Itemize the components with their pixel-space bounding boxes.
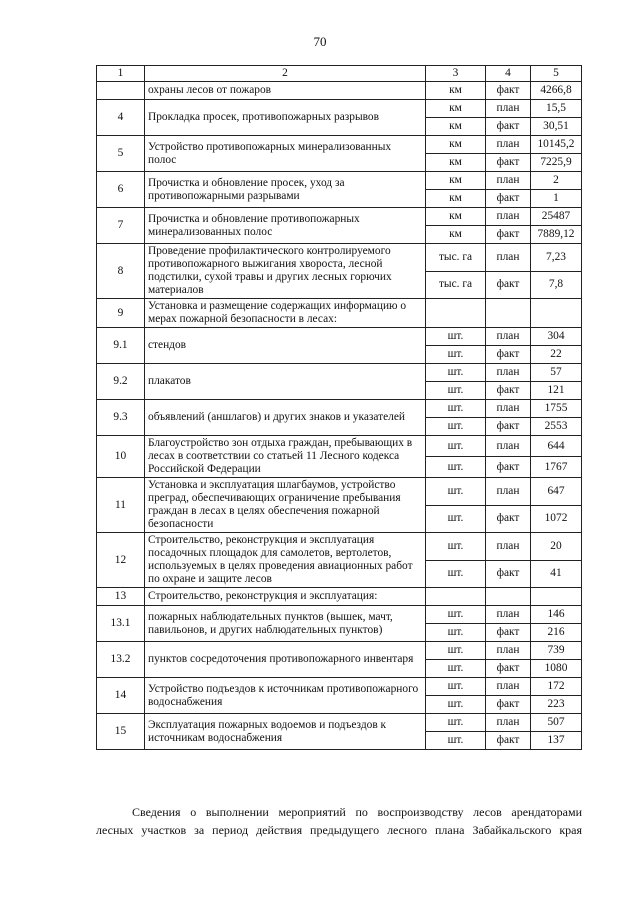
row-description: Установка и размещение содержащих информацию о мерах пожарной безопасности в лесах: <box>145 299 426 328</box>
unit-cell: км <box>426 154 486 172</box>
type-cell: план <box>486 533 531 561</box>
table-row <box>97 678 582 696</box>
type-cell <box>486 588 531 606</box>
value-cell: 1080 <box>531 660 582 678</box>
value-cell: 739 <box>531 642 582 660</box>
table-row <box>97 172 582 190</box>
row-number: 5 <box>97 136 145 172</box>
row-description: плакатов <box>145 364 426 400</box>
table-row <box>97 82 582 100</box>
table-row <box>97 100 582 118</box>
row-description: Прочистка и обновление противопожарных минерализованных полос <box>145 208 426 244</box>
unit-cell: шт. <box>426 732 486 750</box>
header-cell: 2 <box>145 66 426 82</box>
value-cell: 30,51 <box>531 118 582 136</box>
page-number: 70 <box>313 34 327 49</box>
value-cell: 7,8 <box>531 271 582 299</box>
unit-cell: шт. <box>426 642 486 660</box>
unit-cell: шт. <box>426 436 486 457</box>
row-number: 12 <box>97 533 145 588</box>
value-cell: 146 <box>531 606 582 624</box>
type-cell: факт <box>486 660 531 678</box>
row-description: пунктов сосредоточения противопожарного инвентаря <box>145 642 426 678</box>
value-cell: 121 <box>531 382 582 400</box>
type-cell: план <box>486 364 531 382</box>
value-cell: 2553 <box>531 418 582 436</box>
row-description: Строительство, реконструкция и эксплуатация: <box>145 588 426 606</box>
type-cell: план <box>486 328 531 346</box>
row-description: Эксплуатация пожарных водоемов и подъездов к источникам водоснабжения <box>145 714 426 750</box>
type-cell: факт <box>486 271 531 299</box>
row-description: Прокладка просек, противопожарных разрывов <box>145 100 426 136</box>
row-description: стендов <box>145 328 426 364</box>
unit-cell: шт. <box>426 478 486 506</box>
unit-cell: км <box>426 82 486 100</box>
value-cell: 1767 <box>531 457 582 478</box>
unit-cell: шт. <box>426 418 486 436</box>
header-cell: 1 <box>97 66 145 82</box>
table-row <box>97 533 582 561</box>
type-cell: план <box>486 606 531 624</box>
value-cell: 57 <box>531 364 582 382</box>
value-cell: 1755 <box>531 400 582 418</box>
value-cell: 216 <box>531 624 582 642</box>
footer-text <box>96 803 582 839</box>
value-cell: 2 <box>531 172 582 190</box>
unit-cell: тыс. га <box>426 271 486 299</box>
unit-cell: шт. <box>426 696 486 714</box>
value-cell: 644 <box>531 436 582 457</box>
table-row <box>97 588 582 606</box>
type-cell: факт <box>486 418 531 436</box>
value-cell: 7225,9 <box>531 154 582 172</box>
unit-cell: шт. <box>426 714 486 732</box>
unit-cell: шт. <box>426 606 486 624</box>
row-number: 9.3 <box>97 400 145 436</box>
table-row <box>97 436 582 457</box>
type-cell: факт <box>486 505 531 533</box>
value-cell: 507 <box>531 714 582 732</box>
unit-cell: шт. <box>426 505 486 533</box>
value-cell: 20 <box>531 533 582 561</box>
value-cell: 1 <box>531 190 582 208</box>
unit-cell: шт. <box>426 400 486 418</box>
row-description: Прочистка и обновление просек, уход за противопожарными разрывами <box>145 172 426 208</box>
type-cell: факт <box>486 82 531 100</box>
row-description: объявлений (аншлагов) и других знаков и указателей <box>145 400 426 436</box>
table-header-row <box>97 66 582 82</box>
row-number: 11 <box>97 478 145 533</box>
row-description: охраны лесов от пожаров <box>145 82 426 100</box>
type-cell: факт <box>486 624 531 642</box>
row-description: Устройство противопожарных минерализованных полос <box>145 136 426 172</box>
row-number: 13.2 <box>97 642 145 678</box>
type-cell: факт <box>486 382 531 400</box>
type-cell: факт <box>486 560 531 588</box>
header-cell: 5 <box>531 66 582 82</box>
value-cell: 304 <box>531 328 582 346</box>
unit-cell: шт. <box>426 346 486 364</box>
activities-table <box>96 65 582 750</box>
type-cell: план <box>486 478 531 506</box>
type-cell: план <box>486 436 531 457</box>
unit-cell: шт. <box>426 457 486 478</box>
value-cell: 22 <box>531 346 582 364</box>
unit-cell <box>426 588 486 606</box>
value-cell <box>531 299 582 328</box>
type-cell: факт <box>486 226 531 244</box>
type-cell: факт <box>486 154 531 172</box>
table-row <box>97 328 582 346</box>
unit-cell: шт. <box>426 560 486 588</box>
type-cell: факт <box>486 190 531 208</box>
row-description: Установка и эксплуатация шлагбаумов, устройство преград, обеспечивающих ограничение пребывания граждан в лесах в целях обеспечения пожарной безопасности <box>145 478 426 533</box>
type-cell: план <box>486 136 531 154</box>
type-cell: факт <box>486 118 531 136</box>
row-number <box>97 82 145 100</box>
row-number: 4 <box>97 100 145 136</box>
type-cell: факт <box>486 732 531 750</box>
unit-cell: шт. <box>426 382 486 400</box>
unit-cell: км <box>426 118 486 136</box>
value-cell: 25487 <box>531 208 582 226</box>
row-number: 13 <box>97 588 145 606</box>
table-row <box>97 136 582 154</box>
value-cell: 223 <box>531 696 582 714</box>
value-cell: 7889,12 <box>531 226 582 244</box>
unit-cell: км <box>426 190 486 208</box>
row-number: 7 <box>97 208 145 244</box>
row-number: 8 <box>97 244 145 299</box>
value-cell: 172 <box>531 678 582 696</box>
header-cell: 4 <box>486 66 531 82</box>
unit-cell: км <box>426 172 486 190</box>
type-cell: план <box>486 678 531 696</box>
row-number: 10 <box>97 436 145 478</box>
unit-cell: шт. <box>426 533 486 561</box>
type-cell: план <box>486 714 531 732</box>
row-description: Благоустройство зон отдыха граждан, пребывающих в лесах в соответствии со статьей 11 Лесного кодекса Российской Федерации <box>145 436 426 478</box>
row-number: 6 <box>97 172 145 208</box>
type-cell: план <box>486 642 531 660</box>
footer-line: Сведения о выполнении мероприятий по воспроизводству лесов арендаторами <box>132 805 582 819</box>
row-number: 14 <box>97 678 145 714</box>
unit-cell: шт. <box>426 660 486 678</box>
type-cell <box>486 299 531 328</box>
header-cell: 3 <box>426 66 486 82</box>
unit-cell: шт. <box>426 624 486 642</box>
table-row <box>97 208 582 226</box>
table-row <box>97 642 582 660</box>
value-cell: 15,5 <box>531 100 582 118</box>
unit-cell: шт. <box>426 364 486 382</box>
table-row <box>97 606 582 624</box>
value-cell: 137 <box>531 732 582 750</box>
type-cell: план <box>486 208 531 226</box>
table-row <box>97 244 582 272</box>
type-cell: план <box>486 400 531 418</box>
value-cell: 4266,8 <box>531 82 582 100</box>
row-number: 15 <box>97 714 145 750</box>
row-number: 13.1 <box>97 606 145 642</box>
unit-cell: шт. <box>426 328 486 346</box>
row-description: Строительство, реконструкция и эксплуатация посадочных площадок для самолетов, вертолетов, используемых в целях проведения авиационных работ по охране и защите лесов <box>145 533 426 588</box>
table-row <box>97 478 582 506</box>
row-description: Проведение профилактического контролируемого противопожарного выжигания хвороста, лесной подстилки, сухой травы и других лесных горючих материалов <box>145 244 426 299</box>
unit-cell: км <box>426 136 486 154</box>
table-row <box>97 400 582 418</box>
table-row <box>97 714 582 732</box>
row-description: пожарных наблюдательных пунктов (вышек, мачт, павильонов, и других наблюдательных пунктов) <box>145 606 426 642</box>
type-cell: факт <box>486 457 531 478</box>
unit-cell: шт. <box>426 678 486 696</box>
type-cell: факт <box>486 346 531 364</box>
value-cell: 10145,2 <box>531 136 582 154</box>
value-cell: 1072 <box>531 505 582 533</box>
row-number: 9.1 <box>97 328 145 364</box>
unit-cell: км <box>426 100 486 118</box>
value-cell <box>531 588 582 606</box>
type-cell: факт <box>486 696 531 714</box>
row-number: 9 <box>97 299 145 328</box>
value-cell: 41 <box>531 560 582 588</box>
type-cell: план <box>486 100 531 118</box>
table-row <box>97 299 582 328</box>
type-cell: план <box>486 244 531 272</box>
unit-cell: км <box>426 226 486 244</box>
unit-cell: тыс. га <box>426 244 486 272</box>
unit-cell: км <box>426 208 486 226</box>
value-cell: 7,23 <box>531 244 582 272</box>
row-description: Устройство подъездов к источникам противопожарного водоснабжения <box>145 678 426 714</box>
unit-cell <box>426 299 486 328</box>
row-number: 9.2 <box>97 364 145 400</box>
type-cell: план <box>486 172 531 190</box>
table-row <box>97 364 582 382</box>
value-cell: 647 <box>531 478 582 506</box>
footer-line: лесных участков за период действия предыдущего лесного плана Забайкальского края <box>96 823 582 837</box>
